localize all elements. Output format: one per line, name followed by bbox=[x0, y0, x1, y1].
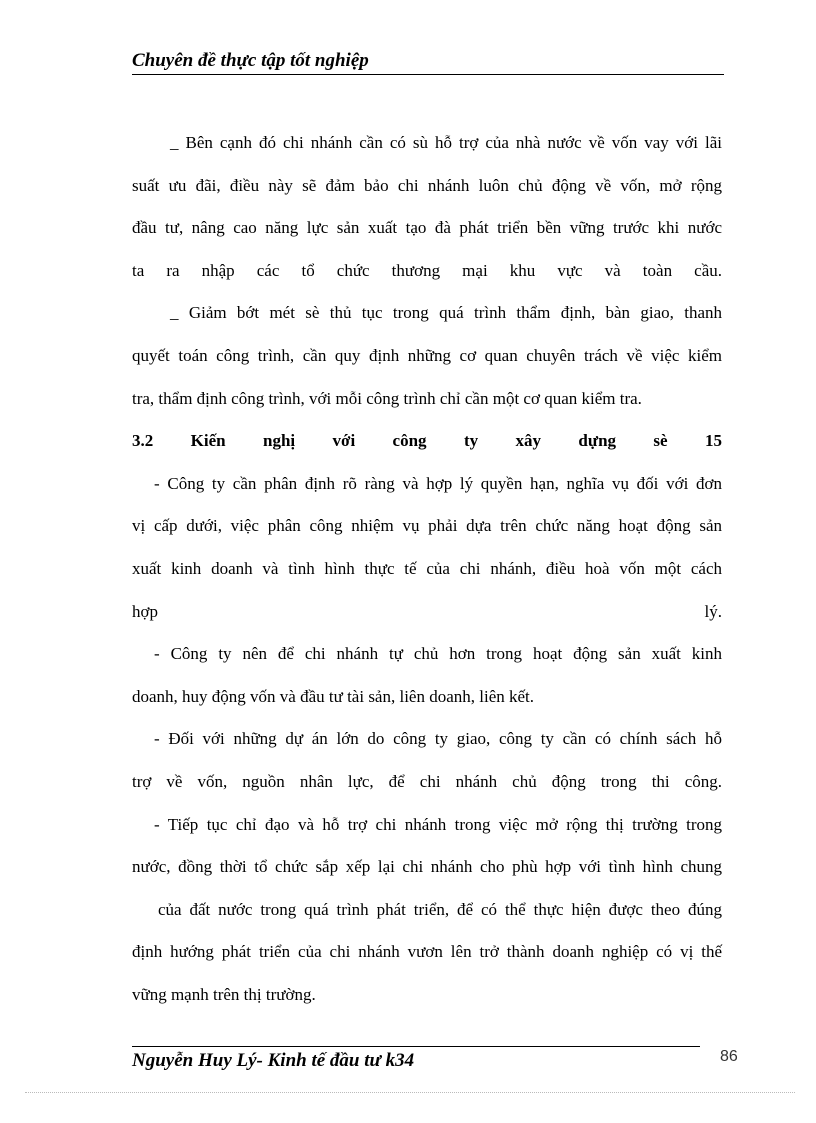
section-heading: 3.2 Kiến nghị với công ty xây dựng sè 15 bbox=[132, 431, 722, 451]
footer-author: Nguyễn Huy Lý- Kinh tế đầu tư k34 bbox=[132, 1050, 415, 1071]
text-line: - Tiếp tục chỉ đạo và hỗ trợ chi nhánh trong việc mở rộng thị trường trong bbox=[154, 814, 722, 834]
text-line: vị cấp dưới, việc phân công nhiệm vụ phải dựa trên chức năng hoạt động sản bbox=[132, 516, 722, 536]
text-line: doanh, huy động vốn và đầu tư tài sản, liên doanh, liên kết. bbox=[132, 686, 535, 706]
page-header-title: Chuyên đề thực tập tốt nghiệp bbox=[132, 50, 724, 75]
page-number: 86 bbox=[720, 1048, 738, 1065]
text-line: _ Giảm bớt mét sè thủ tục trong quá trình thẩm định, bàn giao, thanh bbox=[170, 303, 722, 323]
text-line: của đất nước trong quá trình phát triển, để có thể thực hiện được theo đúng bbox=[158, 899, 722, 919]
text-line: quyết toán công trình, cần quy định những cơ quan chuyên trách về việc kiểm bbox=[132, 345, 722, 365]
text-line: trợ về vốn, nguồn nhân lực, để chi nhánh chủ động trong thi công. bbox=[132, 771, 722, 791]
text-line: ta ra nhập các tổ chức thương mại khu vực và toàn cầu. bbox=[132, 260, 722, 280]
text-line: tra, thẩm định công trình, với mỗi công trình chỉ cần một cơ quan kiểm tra. bbox=[132, 388, 642, 408]
text-line: - Công ty cần phân định rõ ràng và hợp lý quyền hạn, nghĩa vụ đối với đơn bbox=[154, 473, 722, 493]
text-line: - Công ty nên để chi nhánh tự chủ hơn trong hoạt động sản xuất kinh bbox=[154, 644, 722, 664]
text-line: định hướng phát triển của chi nhánh vươn lên trở thành doanh nghiệp có vị thế bbox=[132, 942, 722, 962]
document-body bbox=[132, 122, 722, 1016]
text-line: _ Bên cạnh đó chi nhánh cần có sù hỗ trợ của nhà nước về vốn vay với lãi bbox=[170, 133, 722, 152]
text-line: hợp lý. bbox=[132, 601, 722, 621]
text-line: vững mạnh trên thị trường. bbox=[132, 984, 316, 1004]
footer-divider bbox=[132, 1046, 700, 1047]
text-line: nước, đồng thời tổ chức sắp xếp lại chi nhánh cho phù hợp với tình hình chung bbox=[132, 857, 722, 877]
text-line: xuất kinh doanh và tình hình thực tế của chi nhánh, điều hoà vốn một cách bbox=[132, 558, 722, 578]
text-line: - Đối với những dự án lớn do công ty giao, công ty cần có chính sách hỗ bbox=[154, 729, 722, 749]
text-line: suất ưu đãi, điều này sẽ đảm bảo chi nhánh luôn chủ động về vốn, mở rộng bbox=[132, 175, 722, 195]
page-bottom-dotted-divider bbox=[25, 1092, 795, 1093]
text-line: đầu tư, nâng cao năng lực sản xuất tạo đà phát triển bền vững trước khi nước bbox=[132, 218, 722, 238]
